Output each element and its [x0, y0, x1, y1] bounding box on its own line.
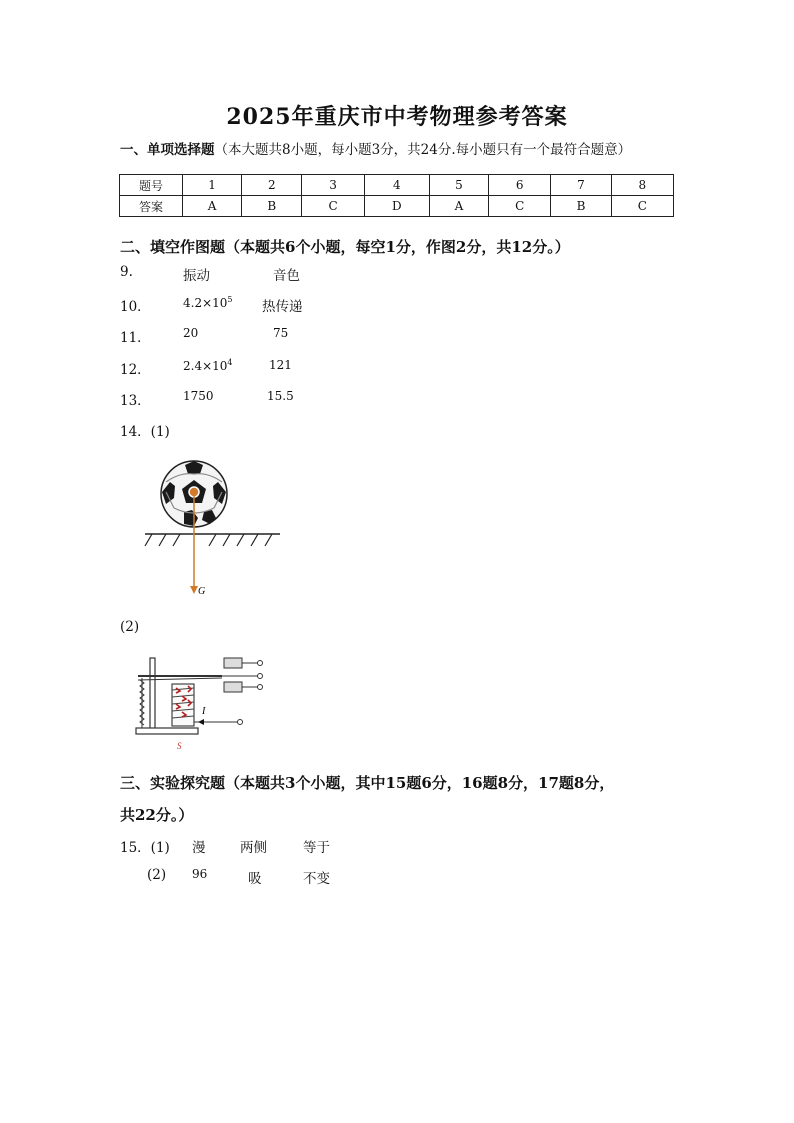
answer-cell: B [551, 196, 611, 217]
question-number-cell: 2 [242, 175, 302, 196]
answer-table [119, 174, 674, 217]
q12-answer-a-exp: 4 [227, 358, 233, 367]
section2-heading: 二、填空作图题（本题共6个小题，每空1分，作图2分，共12分。） [120, 238, 570, 256]
q15-answer: 等于 [303, 840, 330, 856]
q15-answer: 漫 [192, 840, 206, 856]
q15-part2-label: (2) [147, 867, 167, 883]
gravity-label: G [198, 586, 206, 597]
q14-number: 14．(1) [120, 424, 170, 440]
q11-answer-a: 20 [183, 326, 199, 340]
question-number-cell: 8 [611, 175, 673, 196]
q14-part2-label: (2) [120, 619, 140, 635]
answer-cell: B [242, 196, 302, 217]
q15-answer: 两侧 [240, 840, 267, 856]
question-number-cell: 6 [489, 175, 551, 196]
q9-answer-b: 音色 [273, 268, 300, 284]
football-gravity-diagram [140, 452, 290, 602]
q9-answer-a: 振动 [183, 268, 210, 284]
page-title: 2025年重庆市中考物理参考答案 [226, 104, 568, 130]
section1-title: 一、单项选择题 [120, 142, 215, 158]
q15-answer: 吸 [248, 871, 262, 887]
q15-answer: 不变 [303, 871, 330, 887]
table-row [120, 196, 674, 217]
q10-answer-a-exp: 5 [227, 295, 233, 304]
answer-cell: C [489, 196, 551, 217]
question-number-cell: 3 [302, 175, 364, 196]
table-header-cell: 题号 [120, 175, 183, 196]
q11-answer-b: 75 [273, 326, 289, 340]
question-number-cell: 7 [551, 175, 611, 196]
table-row [120, 175, 674, 196]
q15-answer: 96 [192, 867, 208, 881]
ground-surface [145, 534, 280, 546]
section3-heading-line1: 三、实验探究题（本题共3个小题，其中15题6分，16题8分，17题8分， [120, 774, 615, 792]
q10-number: 10． [120, 299, 151, 315]
q11-number: 11． [120, 330, 151, 346]
q9-number: 9. [120, 264, 133, 280]
question-number-cell: 5 [429, 175, 488, 196]
q13-answer-b: 15.5 [267, 389, 294, 403]
answer-cell: C [302, 196, 364, 217]
question-number-cell: 4 [364, 175, 429, 196]
section1-note: （本大题共8小题，每小题3分，共24分.每小题只有一个最符合题意） [214, 142, 632, 158]
q13-number: 13． [120, 393, 151, 409]
relay-contacts [222, 658, 263, 692]
answer-cell: D [364, 196, 429, 217]
q13-answer-a: 1750 [183, 389, 214, 403]
answer-cell: C [611, 196, 673, 217]
q10-answer-a-base: 4.2×10 [183, 296, 228, 310]
current-label: I [202, 706, 206, 717]
q12-answer-b: 121 [269, 358, 292, 372]
table-header-cell: 答案 [120, 196, 183, 217]
q10-answer-a [183, 295, 233, 310]
electromagnet-relay-diagram [132, 652, 282, 754]
q12-number: 12． [120, 362, 151, 378]
answer-cell: A [183, 196, 242, 217]
circuit-wires [194, 719, 243, 725]
q15-number: 15．(1) [120, 840, 170, 856]
question-number-cell: 1 [183, 175, 242, 196]
section3-heading-line2: 共22分。） [120, 806, 194, 824]
q12-answer-a [183, 358, 233, 373]
section1-heading [120, 138, 631, 158]
q10-answer-b: 热传递 [262, 299, 303, 315]
pole-label: S [177, 741, 182, 751]
answer-cell: A [429, 196, 488, 217]
electromagnet-coil [172, 684, 194, 726]
q12-answer-a-base: 2.4×10 [183, 359, 228, 373]
